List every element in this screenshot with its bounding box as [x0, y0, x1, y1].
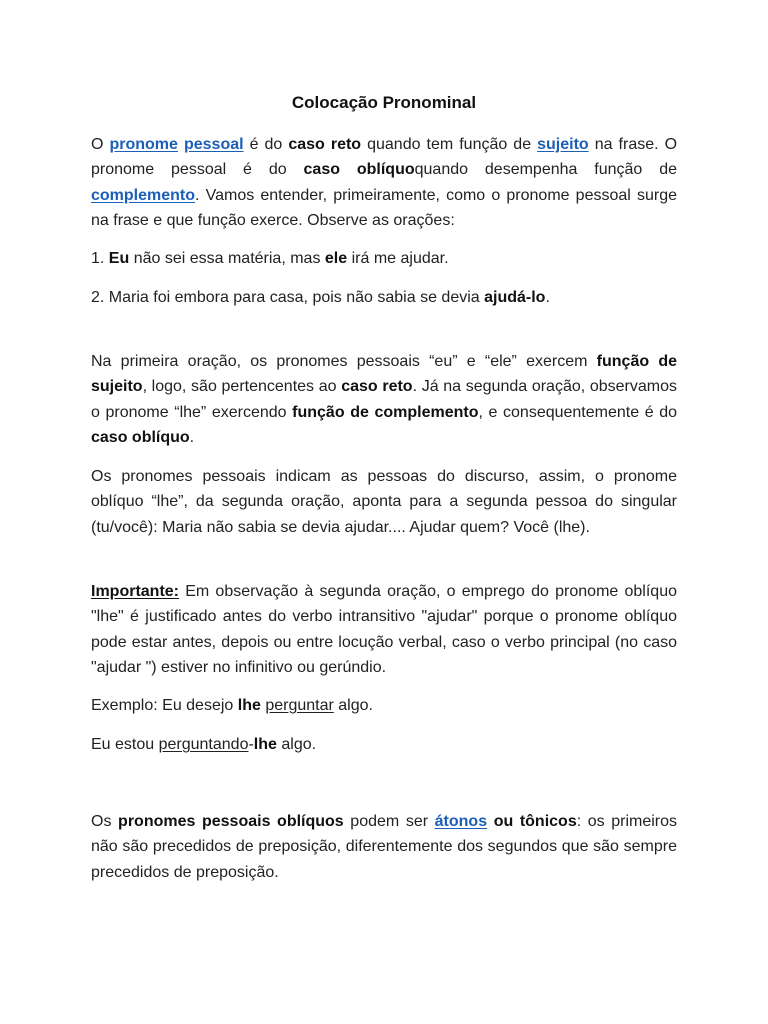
important-label: Importante: [91, 583, 179, 600]
intro-paragraph [91, 132, 677, 234]
example-sentence-2 [91, 285, 677, 310]
bold-text: caso reto [288, 136, 362, 153]
text-span: quando desempenha função de [414, 161, 678, 179]
bold-text: lhe [253, 736, 277, 753]
text-span: 2. Maria foi embora para casa, pois não sabia se devia [91, 289, 485, 306]
important-paragraph [91, 579, 677, 681]
discourse-paragraph: Os pronomes pessoais indicam as pessoas do discurso, assim, o pronome oblíquo “lhe”, da segunda oração, aponta para a segunda pessoa do singular (tu/você): Maria não sabia se devia ajudar.... Ajudar quem? Você (lhe). [91, 468, 677, 536]
text-span: não sei essa matéria, mas [129, 250, 325, 267]
text-span [487, 813, 494, 830]
bold-text: ou tônicos [493, 813, 577, 830]
text-span: algo. [276, 736, 317, 753]
underlined-text: perguntando [158, 736, 249, 753]
text-span: Os [91, 813, 119, 830]
text-span: irá me ajudar. [347, 250, 449, 267]
text-span: : os primeiros não são precedidos de preposição, diferentemente dos segundos que são sempre precedidos de preposição. [91, 813, 678, 881]
bold-text: ele [324, 250, 348, 267]
text-span: . [189, 429, 195, 447]
text-span: na frase. O pronome pessoal é do [91, 136, 678, 179]
text-span: Em observação à segunda oração, o emprego do pronome oblíquo "lhe" é justificado antes do verbo intransitivo "ajudar" porque o pronome oblíquo pode estar antes, depois ou entre locução verbal, caso o verbo principal (no caso "ajudar ") estiver no infinitivo ou gerúndio. [91, 583, 677, 677]
text-span: . [545, 289, 550, 306]
text-span: Eu estou [91, 736, 159, 753]
text-span: podem ser [343, 813, 435, 830]
bold-text: função de sujeito [91, 353, 678, 396]
explanation-paragraph [91, 349, 677, 451]
link-atonos[interactable]: átonos [434, 813, 488, 830]
oblique-pronouns-paragraph [91, 809, 677, 885]
bold-text: função de complemento [292, 403, 479, 421]
text-span: , e consequentemente é do [478, 403, 677, 421]
link-pessoal[interactable]: pessoal [183, 136, 244, 153]
link-sujeito[interactable]: sujeito [537, 136, 589, 153]
text-span: 1. [91, 250, 109, 267]
text-span: Na primeira oração, os pronomes pessoais “eu” e “ele” exercem [91, 353, 597, 370]
text-span: é do [243, 136, 289, 153]
text-span: quando tem função de [361, 136, 538, 153]
example-sentence-1 [91, 246, 677, 271]
example-line-4 [91, 732, 677, 757]
bold-text: pronomes pessoais oblíquos [118, 813, 344, 830]
underlined-text: perguntar [265, 697, 334, 714]
bold-text: caso oblíquo [91, 429, 190, 447]
link-complemento[interactable]: complemento [91, 186, 196, 204]
example-line-3 [91, 693, 677, 718]
text-span: , logo, são pertencentes ao [142, 378, 342, 396]
bold-text: ajudá-lo [484, 289, 546, 306]
bold-text: caso reto [341, 378, 413, 396]
text-span: algo. [333, 697, 373, 714]
document-title: Colocação Pronominal [291, 93, 477, 112]
text-span: . Vamos entender, primeiramente, como o pronome pessoal surge na frase e que função exerce. Observe as orações: [91, 186, 677, 230]
bold-text: lhe [237, 697, 261, 714]
text-span: O [91, 136, 110, 153]
link-pronome[interactable]: pronome [109, 136, 178, 153]
bold-text: caso oblíquo [303, 161, 415, 179]
text-span: Exemplo: Eu desejo [91, 697, 238, 714]
bold-text: Eu [108, 250, 130, 267]
text-span: - [248, 736, 254, 753]
text-span: . Já na segunda oração, observamos o pronome “lhe” exercendo [91, 378, 678, 421]
